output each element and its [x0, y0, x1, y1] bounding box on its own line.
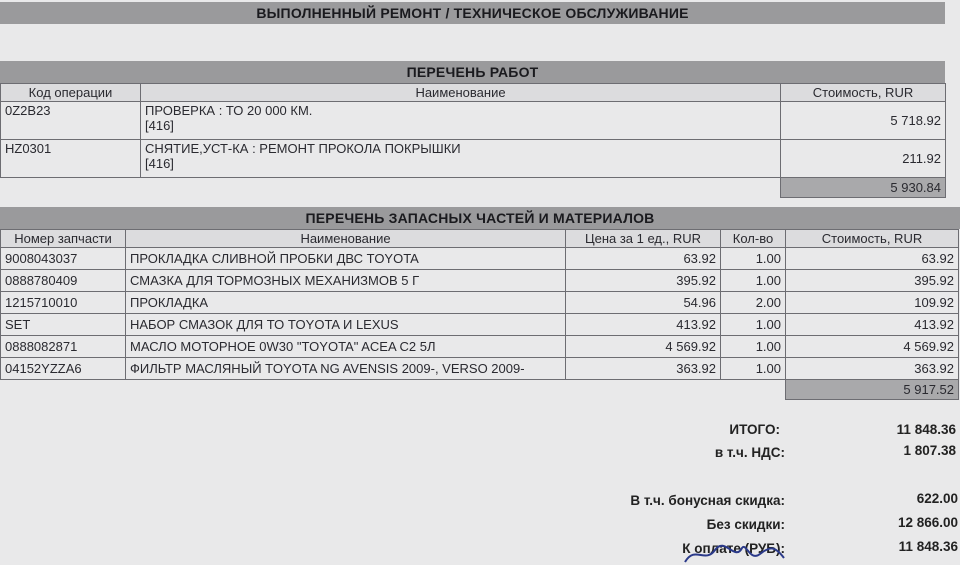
part-price: 63.92 — [566, 248, 721, 270]
works-table — [0, 83, 946, 198]
parts-col-number: Номер запчасти — [1, 230, 126, 248]
empty-cell — [721, 380, 786, 400]
part-qty: 2.00 — [721, 292, 786, 314]
part-qty: 1.00 — [721, 314, 786, 336]
no-discount-label: Без скидки: — [706, 517, 785, 532]
part-name: ФИЛЬТР МАСЛЯНЫЙ TOYOTA NG AVENSIS 2009-, VERSO 2009- — [126, 358, 566, 380]
work-cost: 211.92 — [781, 140, 946, 178]
table-row — [1, 140, 946, 178]
part-cost: 363.92 — [786, 358, 959, 380]
signature-mark — [680, 540, 790, 565]
part-price: 363.92 — [566, 358, 721, 380]
part-name: СМАЗКА ДЛЯ ТОРМОЗНЫХ МЕХАНИЗМОВ 5 Г — [126, 270, 566, 292]
part-qty: 1.00 — [721, 248, 786, 270]
works-col-name: Наименование — [141, 84, 781, 102]
table-row — [1, 102, 946, 140]
no-discount-value: 12 866.00 — [897, 515, 958, 530]
table-row — [1, 336, 959, 358]
part-number: 0888780409 — [1, 270, 126, 292]
parts-total: 5 917.52 — [786, 380, 959, 400]
part-name: МАСЛО МОТОРНОЕ 0W30 "TOYOTA" ACEA C2 5Л — [126, 336, 566, 358]
parts-table — [0, 229, 959, 400]
table-row — [1, 248, 959, 270]
summary-block — [0, 412, 960, 565]
part-cost: 395.92 — [786, 270, 959, 292]
part-number: SET — [1, 314, 126, 336]
part-price: 54.96 — [566, 292, 721, 314]
works-total: 5 930.84 — [781, 178, 946, 198]
part-cost: 63.92 — [786, 248, 959, 270]
parts-header-row — [1, 230, 959, 248]
pay-label: К оплате (РУБ): — [682, 541, 785, 556]
part-number: 04152YZZA6 — [1, 358, 126, 380]
part-cost: 4 569.92 — [786, 336, 959, 358]
vat-value: 1 807.38 — [903, 443, 956, 458]
works-col-cost: Стоимость, RUR — [781, 84, 946, 102]
parts-col-price: Цена за 1 ед., RUR — [566, 230, 721, 248]
part-price: 395.92 — [566, 270, 721, 292]
bonus-label: В т.ч. бонусная скидка: — [630, 493, 785, 508]
parts-section-title: ПЕРЕЧЕНЬ ЗАПАСНЫХ ЧАСТЕЙ И МАТЕРИАЛОВ — [0, 207, 960, 229]
part-qty: 1.00 — [721, 336, 786, 358]
parts-col-name: Наименование — [126, 230, 566, 248]
pay-value: 11 848.36 — [898, 539, 958, 554]
work-name-sub: [416] — [145, 118, 174, 133]
work-name — [141, 102, 781, 140]
bonus-value: 622.00 — [916, 491, 958, 506]
part-number: 1215710010 — [1, 292, 126, 314]
work-name-text: СНЯТИЕ,УСТ-КА : РЕМОНТ ПРОКОЛА ПОКРЫШКИ — [145, 141, 461, 156]
total-value: 11 848.36 — [896, 422, 956, 437]
work-code: HZ0301 — [1, 140, 141, 178]
part-number: 9008043037 — [1, 248, 126, 270]
work-cost: 5 718.92 — [781, 102, 946, 140]
parts-total-row — [1, 380, 959, 400]
part-name: ПРОКЛАДКА — [126, 292, 566, 314]
empty-cell — [141, 178, 781, 198]
part-price: 413.92 — [566, 314, 721, 336]
part-qty: 1.00 — [721, 270, 786, 292]
document-title: ВЫПОЛНЕННЫЙ РЕМОНТ / ТЕХНИЧЕСКОЕ ОБСЛУЖИВАНИЕ — [0, 2, 945, 24]
parts-col-cost: Стоимость, RUR — [786, 230, 959, 248]
works-col-code: Код операции — [1, 84, 141, 102]
empty-cell — [126, 380, 566, 400]
empty-cell — [566, 380, 721, 400]
part-cost: 413.92 — [786, 314, 959, 336]
work-name-sub: [416] — [145, 156, 174, 171]
empty-cell — [1, 178, 141, 198]
works-total-row — [1, 178, 946, 198]
work-name-text: ПРОВЕРКА : ТО 20 000 КМ. — [145, 103, 313, 118]
parts-col-qty: Кол-во — [721, 230, 786, 248]
vat-label: в т.ч. НДС: — [714, 445, 785, 460]
empty-cell — [1, 380, 126, 400]
table-row — [1, 292, 959, 314]
part-qty: 1.00 — [721, 358, 786, 380]
total-label: ИТОГО: — [729, 422, 780, 437]
part-price: 4 569.92 — [566, 336, 721, 358]
part-number: 0888082871 — [1, 336, 126, 358]
table-row — [1, 314, 959, 336]
part-name: ПРОКЛАДКА СЛИВНОЙ ПРОБКИ ДВС TOYOTA — [126, 248, 566, 270]
work-code: 0Z2B23 — [1, 102, 141, 140]
table-row — [1, 270, 959, 292]
part-cost: 109.92 — [786, 292, 959, 314]
part-name: НАБОР СМАЗОК ДЛЯ ТО TOYOTA И LEXUS — [126, 314, 566, 336]
works-header-row — [1, 84, 946, 102]
table-row — [1, 358, 959, 380]
work-name — [141, 140, 781, 178]
works-section-title: ПЕРЕЧЕНЬ РАБОТ — [0, 61, 945, 83]
